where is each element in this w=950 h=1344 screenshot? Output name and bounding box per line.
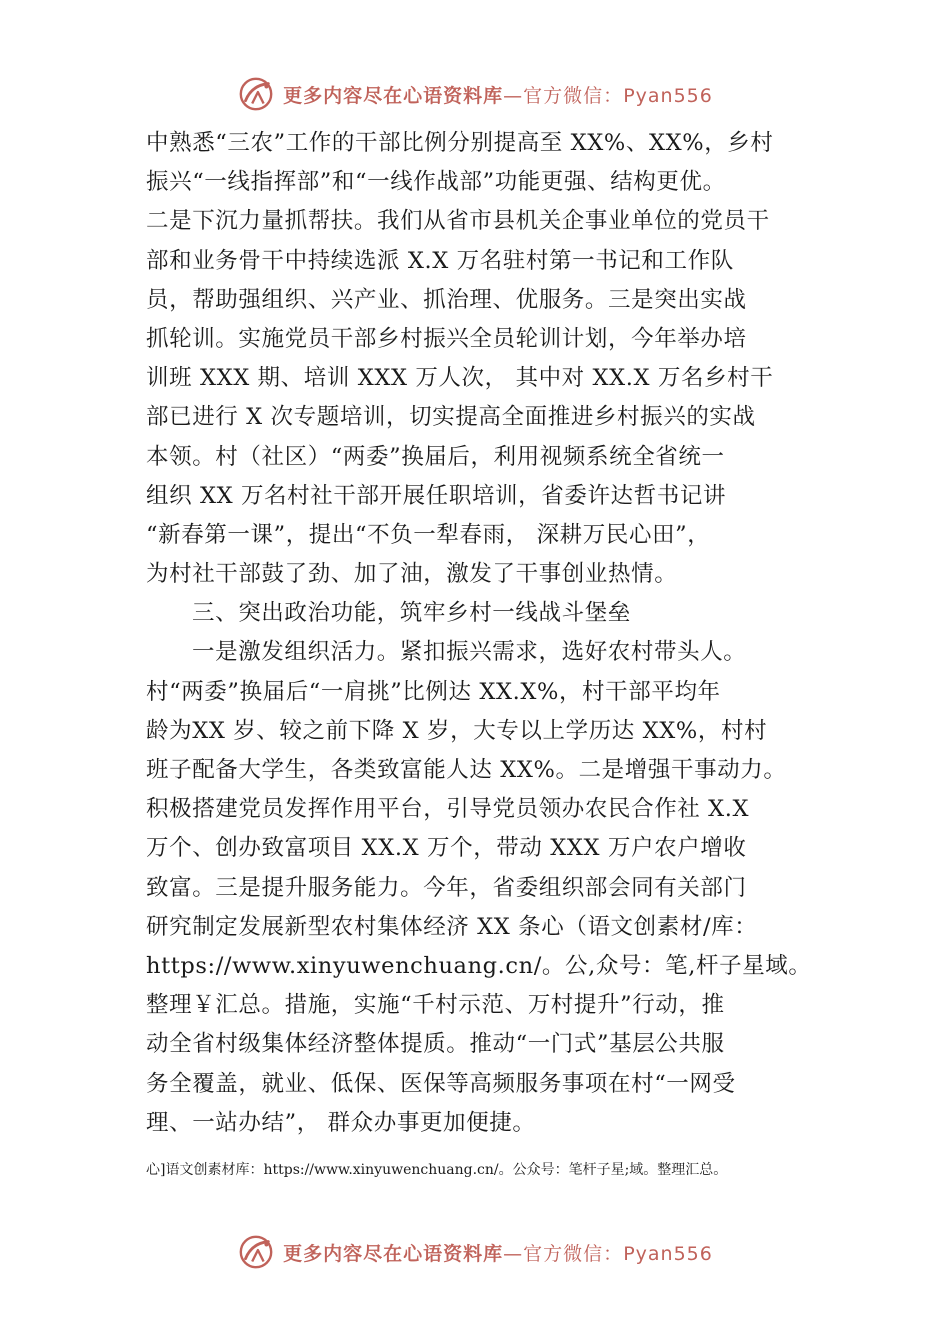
body-line: 理、一站办结”， 群众办事更加便捷。 (146, 1109, 536, 1136)
footer-note: 心]语文创素材库：https://www.xinyuwenchuang.cn/。公众号：笔杆子星;域。整理汇总。 (146, 1162, 728, 1178)
body-line: 部和业务骨干中持续选派 X.X 万名驻村第一书记和工作队 (146, 247, 734, 274)
body-line: 龄为XX 岁、较之前下降 X 岁，大专以上学历达 XX%，村村 (146, 717, 768, 744)
body-line: 班子配备大学生，各类致富能人达 XX%。二是增强干事动力。 (146, 757, 787, 783)
body-line: 为村社干部鼓了劲、加了油，激发了干事创业热情。 (146, 561, 678, 588)
document-body (146, 124, 826, 1143)
section-heading: 三、突出政治功能，筑牢乡村一线战斗堡垒 (192, 600, 631, 627)
banner-prefix: 更多内容尽在心语资料库 (283, 1242, 504, 1265)
body-line: 万个、创办致富项目 XX.X 万个，带动 XXX 万户农户增收 (146, 835, 747, 862)
body-line: 务全覆盖，就业、低保、医保等高频服务事项在村“一网受 (146, 1070, 736, 1097)
banner-dash: — (503, 84, 524, 107)
footer-banner (0, 1230, 950, 1274)
brand-logo-icon (237, 75, 275, 113)
body-line: 村“两委”换届后“一肩挑”比例达 XX.X%，村干部平均年 (146, 678, 721, 705)
banner-suffix: 官方微信： (523, 1242, 624, 1265)
body-line: 研究制定发展新型农村集体经济 XX 条心（语文创素材/库： (146, 913, 758, 940)
banner-text (283, 1239, 713, 1266)
banner-text (283, 81, 713, 108)
banner-account: Pyan556 (623, 84, 713, 107)
body-line: 训班 XXX 期、培训 XXX 万人次， 其中对 XX.X 万名乡村干 (146, 365, 774, 392)
body-line: 中熟悉“三农”工作的干部比例分别提高至 XX%、XX%，乡村 (146, 130, 774, 156)
body-line: 员，帮助强组织、兴产业、抓治理、优服务。三是突出实战 (146, 286, 747, 313)
header-banner (0, 72, 950, 116)
body-line: 部已进行 X 次专题培训，切实提高全面推进乡村振兴的实战 (146, 404, 756, 431)
body-line: 整理￥汇总。措施，实施“千村示范、万村提升”行动，推 (146, 992, 725, 1019)
banner-account: Pyan556 (623, 1242, 713, 1265)
body-line: 动全省村级集体经济整体提质。推动“一门式”基层公共服 (146, 1031, 725, 1058)
body-line: 振兴“一线指挥部”和“一线作战部”功能更强、结构更优。 (146, 169, 726, 196)
banner-prefix: 更多内容尽在心语资料库 (283, 84, 504, 107)
body-line: “新春第一课”，提出“不负一犁春雨， 深耕万民心田”， (146, 521, 711, 548)
body-line: 致富。三是提升服务能力。今年，省委组织部会同有关部门 (146, 874, 747, 901)
banner-dash: — (503, 1242, 524, 1265)
brand-logo-icon (237, 1233, 275, 1271)
body-line: 积极搭建党员发挥作用平台，引导党员领办农民合作社 X.X (146, 796, 750, 823)
body-line: 本领。村（社区）“两委”换届后，利用视频系统全省统一 (146, 443, 725, 470)
body-line: https://www.xinyuwenchuang.cn/。公,众号：笔,杆子星域。 (146, 952, 812, 979)
body-line: 抓轮训。实施党员干部乡村振兴全员轮训计划，今年举办培 (146, 325, 747, 352)
body-line: 一是激发组织活力。紧扣振兴需求，选好农村带头人。 (192, 639, 747, 666)
body-line: 二是下沉力量抓帮扶。我们从省市县机关企事业单位的党员干 (146, 208, 770, 235)
body-line: 组织 XX 万名村社干部开展任职培训，省委许达哲书记讲 (146, 482, 727, 509)
banner-suffix: 官方微信： (523, 84, 624, 107)
